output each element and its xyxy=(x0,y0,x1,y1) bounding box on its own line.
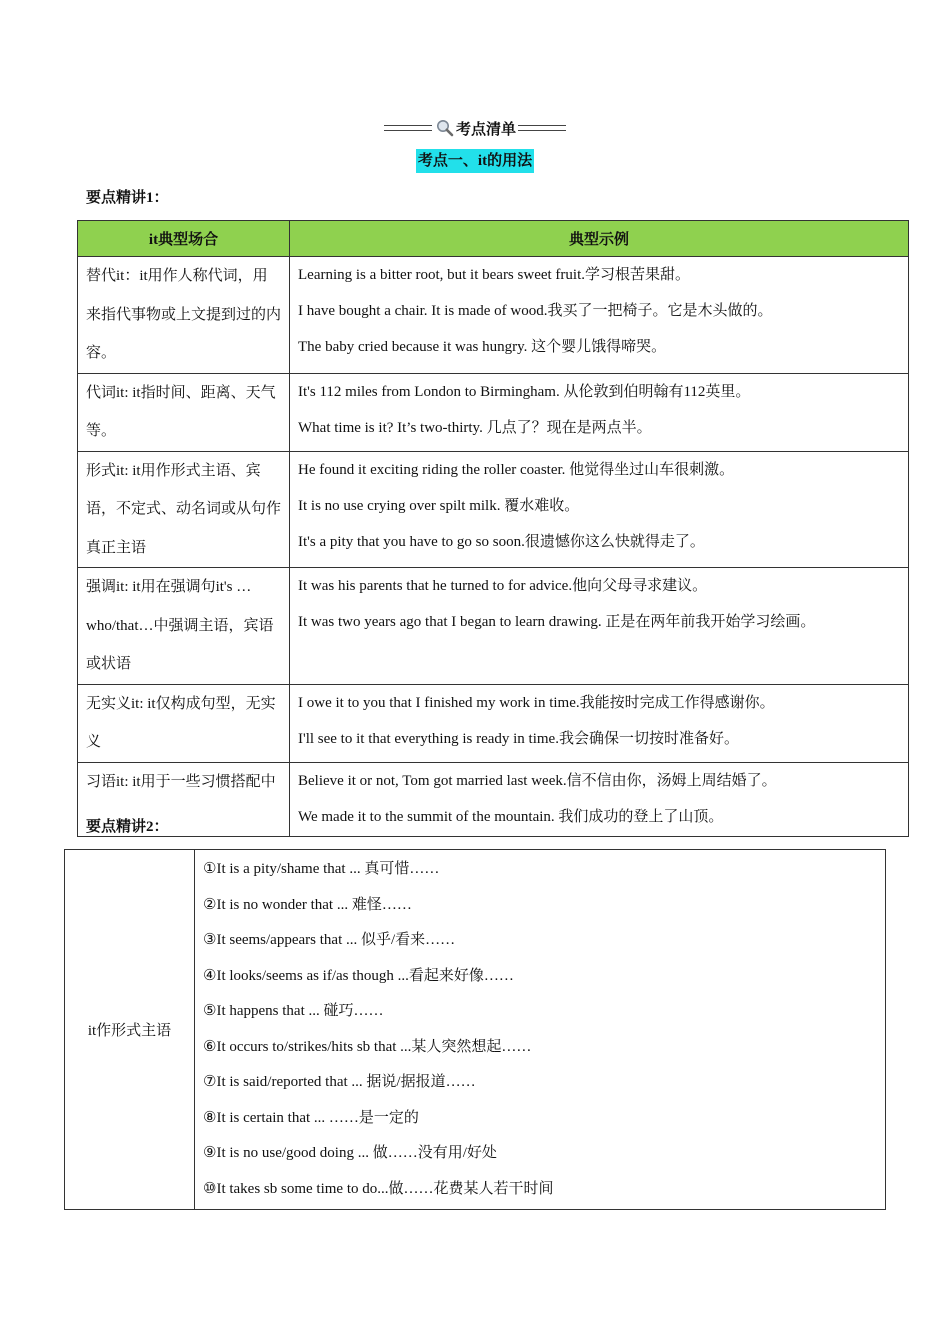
list-item: ②It is no wonder that ... 难怪…… xyxy=(203,896,412,913)
subtitle-container xyxy=(0,149,950,173)
examples-cell xyxy=(290,257,909,374)
scene-cell: 强调it: it用在强调句it's …who/that…中强调主语，宾语或状语 xyxy=(78,568,290,685)
example-sentence: The baby cried because it was hungry. 这个婴儿饿得啼哭。 xyxy=(298,339,667,355)
list-item: ⑨It is no use/good doing ... 做……没有用/好处 xyxy=(203,1145,497,1161)
table-row xyxy=(65,850,886,1210)
decorative-double-line-right xyxy=(518,125,566,131)
section-header xyxy=(0,116,950,140)
list-item: ⑧It is certain that ... ……是一定的 xyxy=(203,1109,419,1126)
scene-cell: 无实义it: it仅构成句型，无实义 xyxy=(78,684,290,762)
example-sentence: It's 112 miles from London to Birmingham. 从伦敦到伯明翰有112英里。 xyxy=(298,383,751,400)
header-title: 考点清单 xyxy=(455,121,516,138)
examples-cell xyxy=(290,568,909,685)
formal-subject-table xyxy=(64,849,886,1210)
example-sentence: I have bought a chair. It is made of wood.我买了一把椅子。它是木头做的。 xyxy=(298,303,773,319)
table-row xyxy=(78,568,909,685)
example-sentence: I'll see to it that everything is ready in time.我会确保一切按时准备好。 xyxy=(298,730,739,747)
example-sentence: What time is it? It’s two-thirty. 几点了？现在是两点半。 xyxy=(298,419,652,436)
example-sentence: It is no use crying over spilt milk. 覆水难收。 xyxy=(298,497,580,514)
list-item: ①It is a pity/shame that ... 真可惜…… xyxy=(203,861,440,877)
scene-cell: 代词it: it指时间、距离、天气等。 xyxy=(78,373,290,451)
list-item: ④It looks/seems as if/as though ...看起来好像…… xyxy=(203,967,514,984)
table-header-row xyxy=(78,221,909,257)
example-sentence: It was his parents that he turned to for advice.他向父母寻求建议。 xyxy=(298,578,708,594)
list-item: ⑤It happens that ... 碰巧…… xyxy=(203,1003,384,1019)
list-item: ⑥It occurs to/strikes/hits sb that ...某人突然想起…… xyxy=(203,1038,532,1055)
section1-label: 要点精讲1： xyxy=(86,190,169,206)
examples-cell xyxy=(290,762,909,836)
category-cell: it作形式主语 xyxy=(65,850,195,1210)
example-sentence: It's a pity that you have to go so soon.很遗憾你这么快就得走了。 xyxy=(298,533,705,550)
topic-title: 考点一、it的用法 xyxy=(416,149,534,173)
table-row xyxy=(78,373,909,451)
list-item: ③It seems/appears that ... 似乎/看来…… xyxy=(203,932,456,948)
example-sentence: We made it to the summit of the mountain. 我们成功的登上了山顶。 xyxy=(298,808,724,825)
example-sentence: He found it exciting riding the roller coaster. 他觉得坐过山车很刺激。 xyxy=(298,461,735,478)
column-header-examples: 典型示例 xyxy=(290,221,909,257)
pattern-list-cell xyxy=(195,850,886,1210)
example-sentence: Learning is a bitter root, but it bears sweet fruit.学习根苦果甜。 xyxy=(298,267,691,283)
table-row xyxy=(78,684,909,762)
table-row xyxy=(78,451,909,568)
table-row xyxy=(78,257,909,374)
scene-cell: 替代it：it用作人称代词，用来指代事物或上文提到过的内容。 xyxy=(78,257,290,374)
table-row xyxy=(78,762,909,836)
section2-label: 要点精讲2： xyxy=(86,819,169,835)
scene-cell: 习语it: it用于一些习惯搭配中 xyxy=(78,762,290,836)
it-usage-table xyxy=(77,220,909,837)
list-item: ⑦It is said/reported that ... 据说/据报道…… xyxy=(203,1074,476,1090)
examples-cell xyxy=(290,451,909,568)
examples-cell xyxy=(290,684,909,762)
example-sentence: Believe it or not, Tom got married last week.信不信由你，汤姆上周结婚了。 xyxy=(298,772,777,789)
list-item: ⑩It takes sb some time to do...做……花费某人若干时间 xyxy=(203,1180,554,1197)
example-sentence: I owe it to you that I finished my work in time.我能按时完成工作得感谢你。 xyxy=(298,694,775,711)
decorative-double-line-left xyxy=(384,125,432,131)
example-sentence: It was two years ago that I began to learn drawing. 正是在两年前我开始学习绘画。 xyxy=(298,614,816,630)
column-header-scene: it典型场合 xyxy=(78,221,290,257)
examples-cell xyxy=(290,373,909,451)
scene-cell: 形式it: it用作形式主语、宾语，不定式、动名词或从句作真正主语 xyxy=(78,451,290,568)
magnifier-icon xyxy=(436,119,454,137)
